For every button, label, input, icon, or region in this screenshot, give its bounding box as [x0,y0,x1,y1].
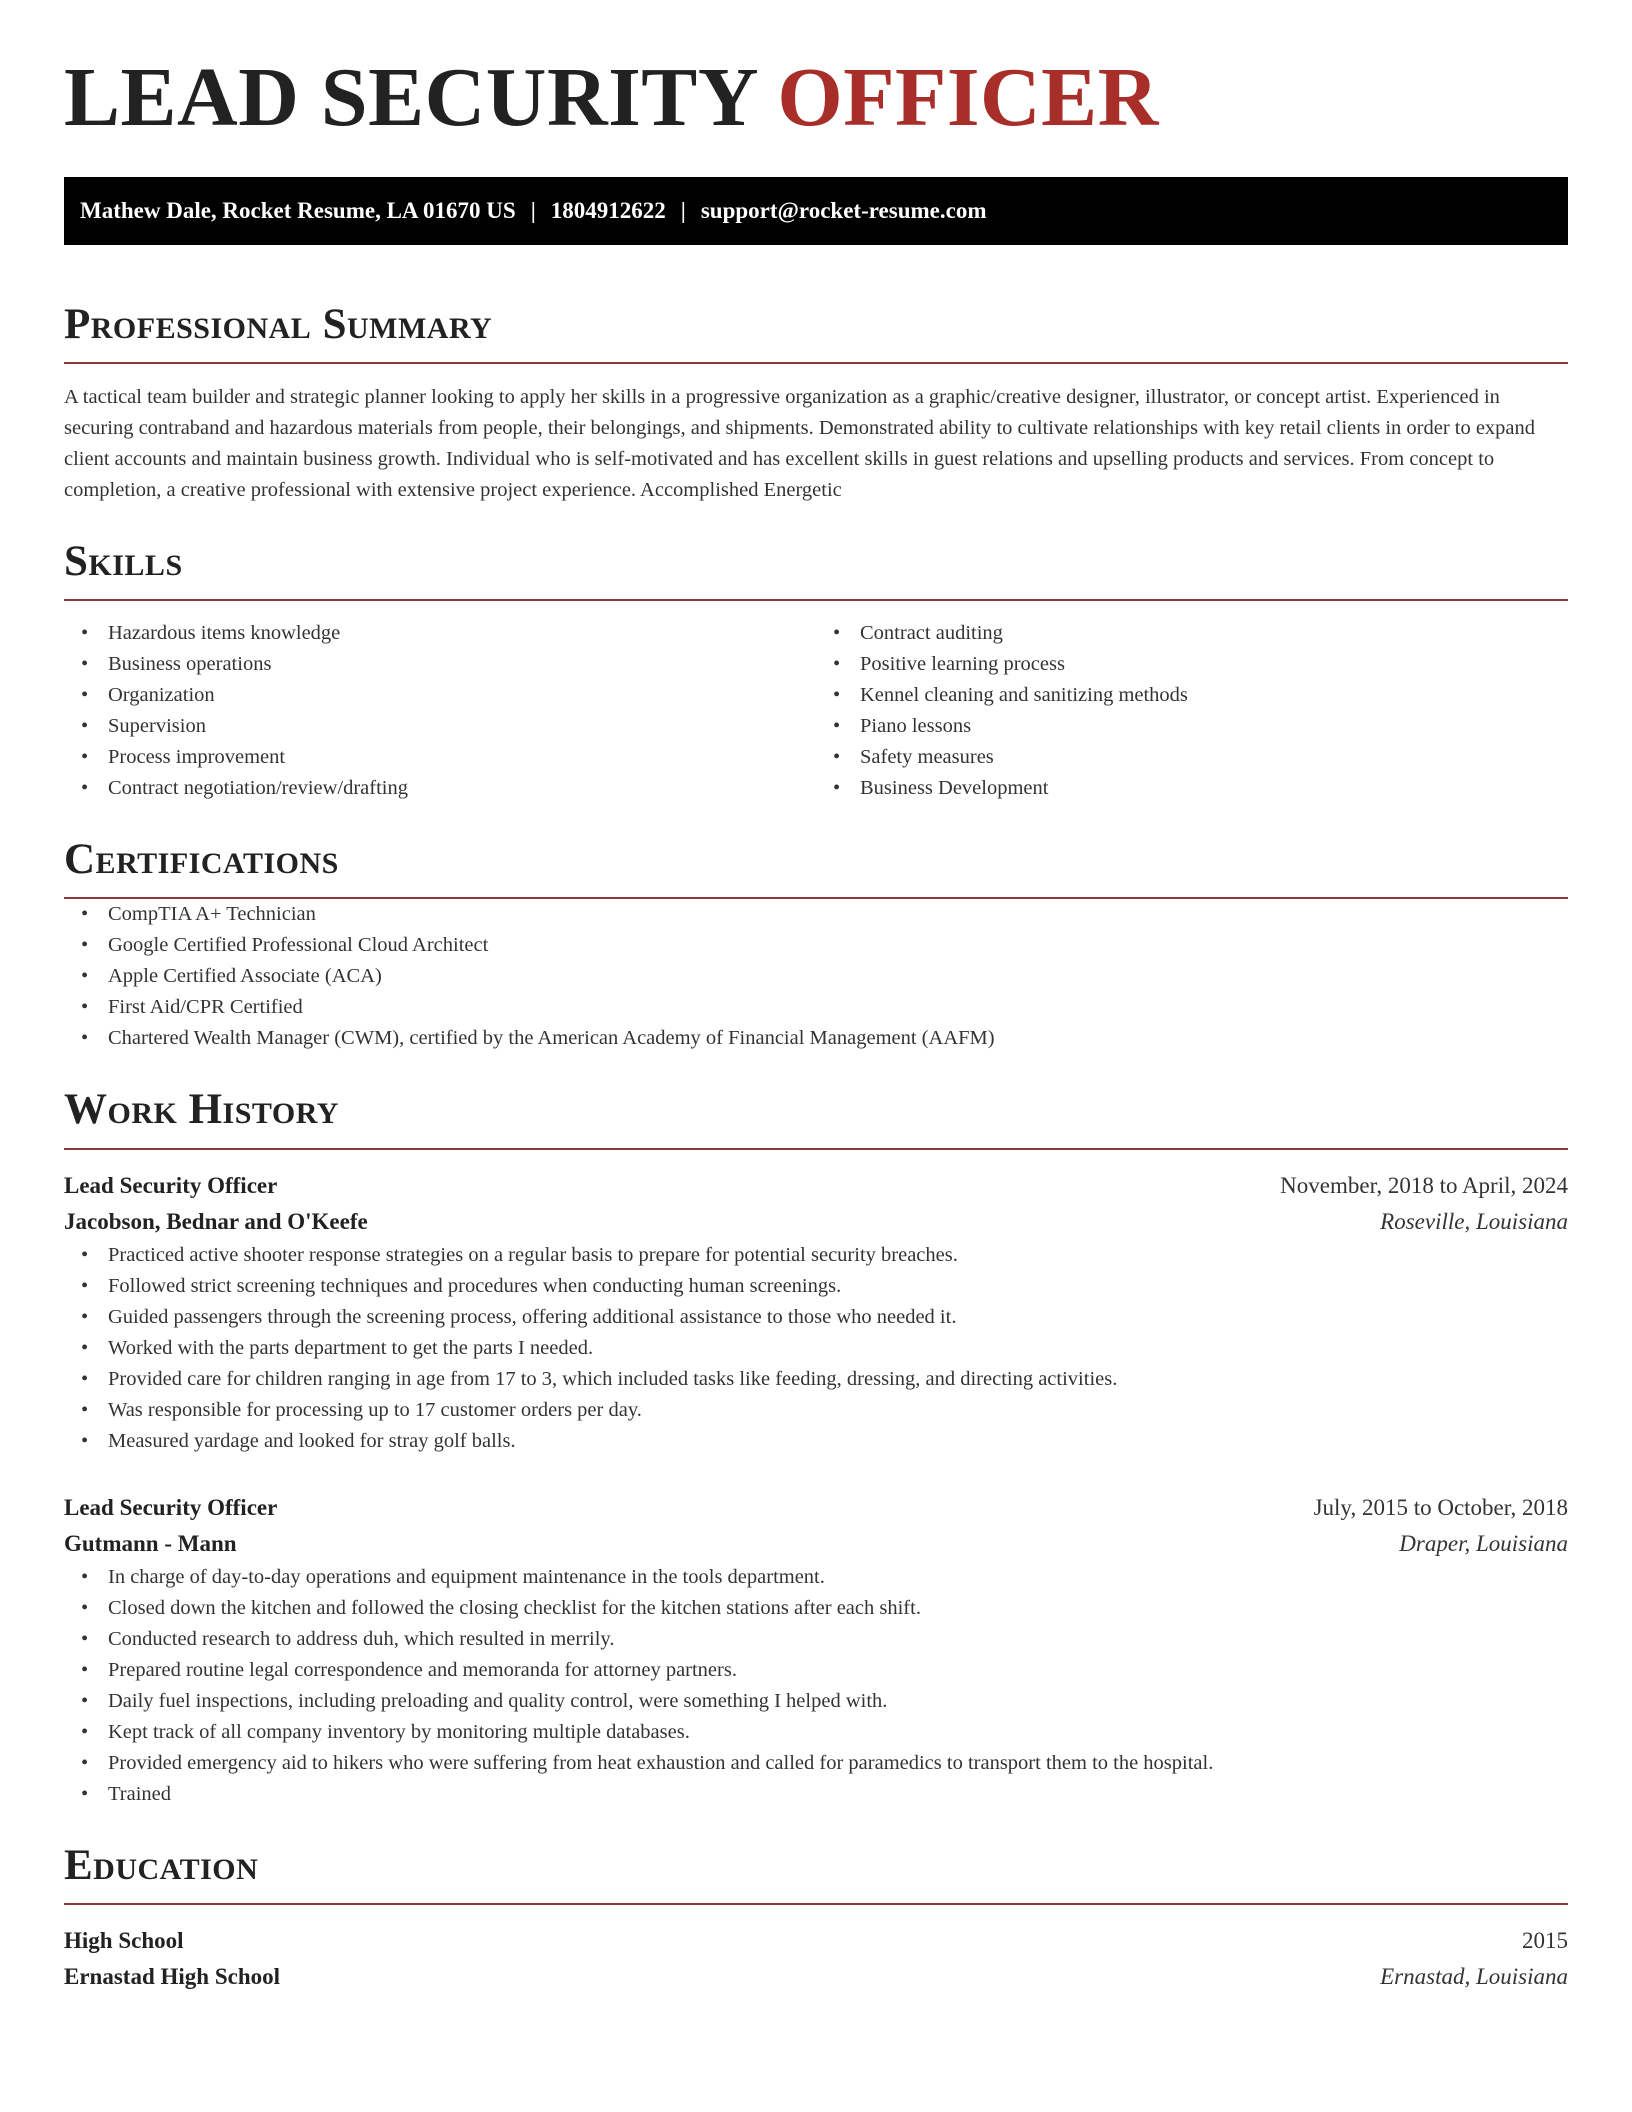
job-bullet: • Kept track of all company inventory by monitoring multiple databases. [64,1717,1568,1748]
skill-item: • Contract negotiation/review/drafting [64,773,816,804]
job-company: Jacobson, Bednar and O'Keefe [64,1208,368,1234]
skill-item: • Process improvement [64,742,816,773]
contact-separator: | [530,197,536,223]
skill-item: • Positive learning process [816,649,1568,680]
contact-phone: 1804912622 [550,197,666,223]
job-company-row [64,1204,1568,1240]
job-entry [64,1168,1568,1457]
certifications-heading: Certifications [64,836,339,884]
certification-item: • Chartered Wealth Manager (CWM), certified by the American Academy of Financial Management (AAFM) [64,1023,1568,1054]
skills-list-right [816,618,1568,804]
skill-item: • Hazardous items knowledge [64,618,816,649]
job-bullet: • Closed down the kitchen and followed the closing checklist for the kitchen stations after each shift. [64,1593,1568,1624]
section-divider [64,599,1568,601]
job-bullets [64,1562,1568,1810]
title-accent: OFFICER [777,51,1159,144]
job-title-row [64,1490,1568,1526]
job-bullets [64,1240,1568,1457]
education-degree: High School [64,1928,184,1954]
job-bullet: • Guided passengers through the screening process, offering additional assistance to those who needed it. [64,1302,1568,1333]
skill-item: • Supervision [64,711,816,742]
job-title-row [64,1168,1568,1204]
education-school: Ernastad High School [64,1964,280,1990]
work-history-section [64,1086,1568,1809]
skill-item: • Piano lessons [816,711,1568,742]
education-section [64,1842,1568,1995]
job-location: Roseville, Louisiana [1380,1208,1568,1234]
section-divider [64,1148,1568,1150]
summary-text: A tactical team builder and strategic planner looking to apply her skills in a progressive organization as a graphic/creative designer, illustrator, or concept artist. Experienced in securing contraband and hazardous materials from people, their belongings, and shipments. Demonstrated ability to cultivate relationships with key retail clients in order to expand client accounts and maintain business growth. Individual who is self-motivated and has excellent skills in guest relations and upselling products and services. From concept to completion, a creative professional with extensive project experience. Accomplished Energetic [64,385,1536,501]
job-company-row [64,1526,1568,1562]
skill-item: • Organization [64,680,816,711]
job-title: Lead Security Officer [64,1172,278,1198]
job-bullet: • Provided emergency aid to hikers who were suffering from heat exhaustion and called for paramedics to transport them to the hospital. [64,1748,1568,1779]
job-bullet: • Daily fuel inspections, including preloading and quality control, were something I helped with. [64,1686,1568,1717]
job-title: Lead Security Officer [64,1494,278,1520]
job-bullet: • Conducted research to address duh, which resulted in merrily. [64,1624,1568,1655]
skill-item: • Safety measures [816,742,1568,773]
skill-item: • Contract auditing [816,618,1568,649]
job-dates: November, 2018 to April, 2024 [1280,1172,1568,1198]
contact-email: support@rocket-resume.com [700,197,987,223]
education-year: 2015 [1522,1928,1568,1954]
job-bullet: • Practiced active shooter response strategies on a regular basis to prepare for potential security breaches. [64,1240,1568,1271]
job-company: Gutmann - Mann [64,1530,237,1556]
contact-address: Mathew Dale, Rocket Resume, LA 01670 US [80,197,516,223]
resume-title [64,50,1568,147]
job-entry [64,1490,1568,1810]
contact-separator: | [680,197,686,223]
job-bullet: • Trained [64,1779,1568,1810]
job-bullet: • Prepared routine legal correspondence and memoranda for attorney partners. [64,1655,1568,1686]
section-divider [64,362,1568,364]
job-bullet: • In charge of day-to-day operations and equipment maintenance in the tools department. [64,1562,1568,1593]
job-location: Draper, Louisiana [1399,1530,1568,1556]
skill-item: • Kennel cleaning and sanitizing methods [816,680,1568,711]
skill-item: • Business Development [816,773,1568,804]
summary-heading: Professional Summary [64,300,493,348]
job-bullet: • Measured yardage and looked for stray golf balls. [64,1426,1568,1457]
certification-item: • Google Certified Professional Cloud Architect [64,930,1568,961]
skills-heading: Skills [64,537,183,585]
job-bullet: • Followed strict screening techniques and procedures when conducting human screenings. [64,1271,1568,1302]
certification-item: • First Aid/CPR Certified [64,992,1568,1023]
summary-section [64,301,1568,506]
certification-item: • CompTIA A+ Technician [64,899,1568,930]
education-heading: Education [64,1841,259,1889]
work-history-heading: Work History [64,1086,339,1134]
contact-bar [64,177,1568,245]
job-bullet: • Provided care for children ranging in age from 17 to 3, which included tasks like feeding, dressing, and directing activities. [64,1364,1568,1395]
job-bullet: • Was responsible for processing up to 17 customer orders per day. [64,1395,1568,1426]
skills-section [64,538,1568,804]
title-main: LEAD SECURITY [64,51,756,144]
skills-grid [64,618,1568,804]
skill-item: • Business operations [64,649,816,680]
certifications-section [64,836,1568,1054]
education-school-row [64,1959,1568,1995]
skills-list-left [64,618,816,804]
certifications-list [64,899,1568,1054]
education-location: Ernastad, Louisiana [1380,1964,1568,1990]
job-bullet: • Worked with the parts department to get the parts I needed. [64,1333,1568,1364]
job-dates: July, 2015 to October, 2018 [1313,1494,1568,1520]
section-divider [64,1903,1568,1905]
education-degree-row [64,1923,1568,1959]
education-entry [64,1923,1568,1995]
certification-item: • Apple Certified Associate (ACA) [64,961,1568,992]
